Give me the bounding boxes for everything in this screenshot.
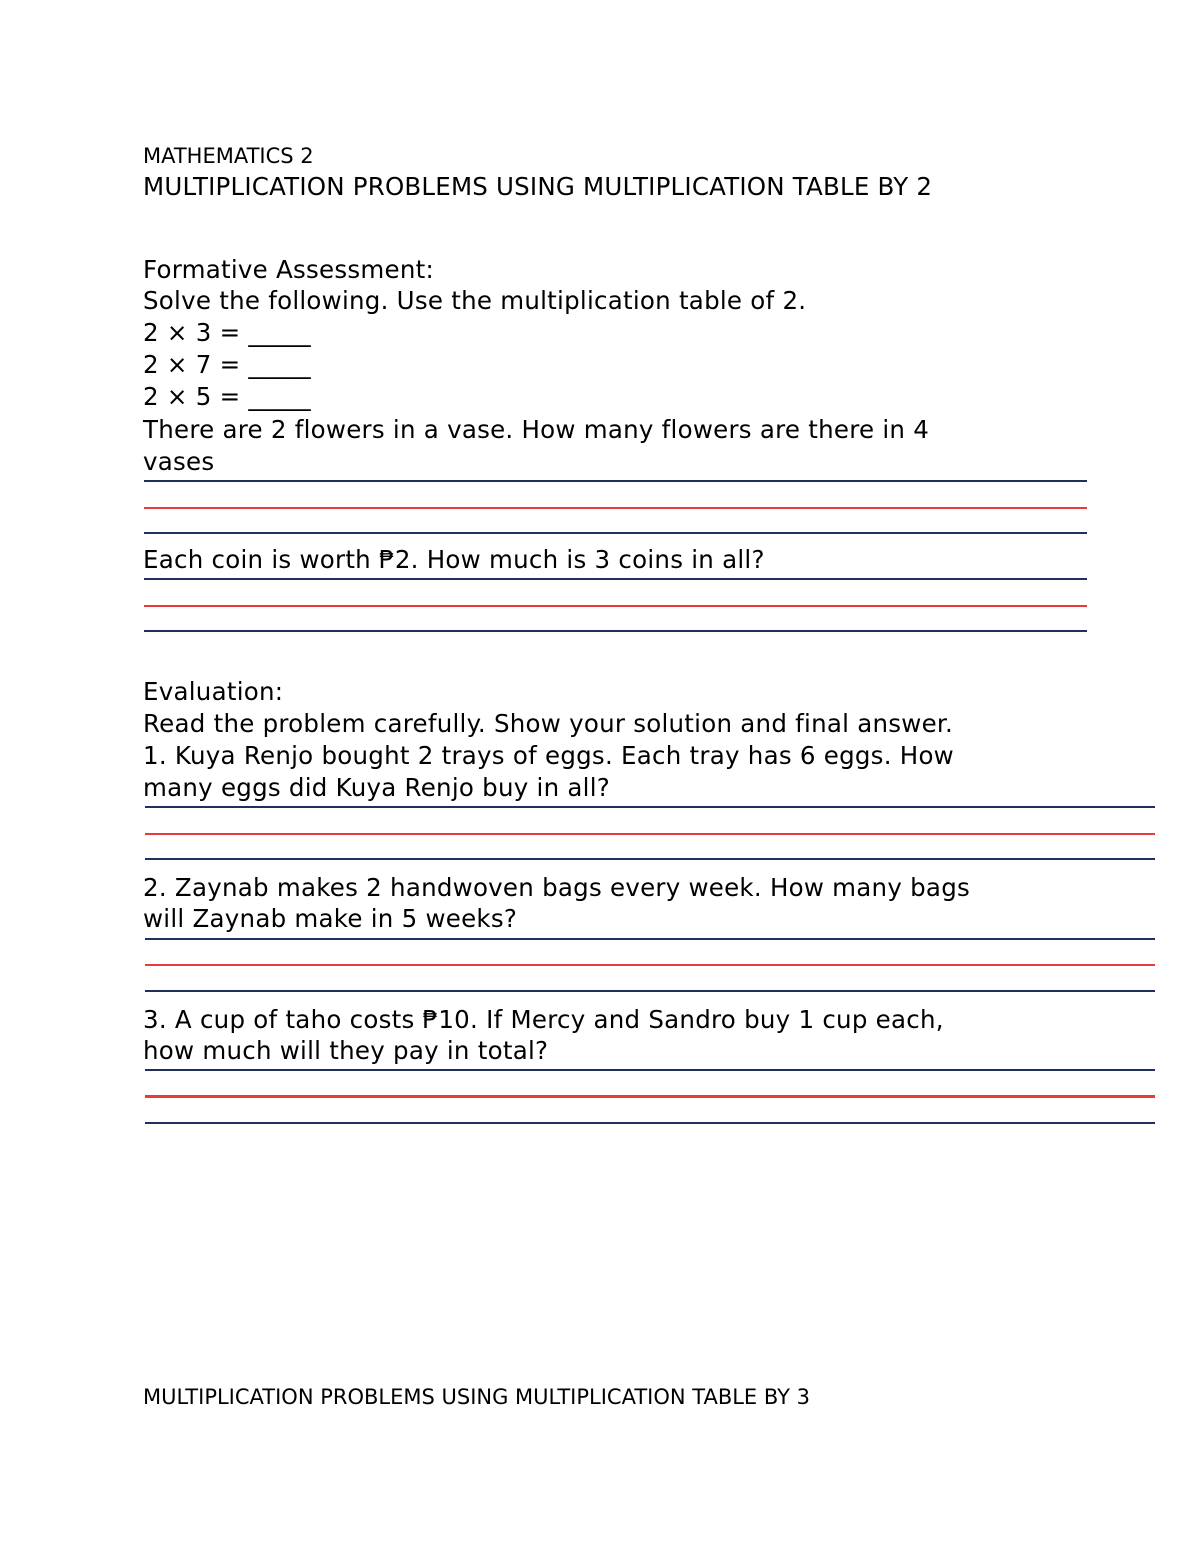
- evaluation-instruction: Read the problem carefully. Show your solution and final answer.: [143, 709, 954, 738]
- answer-line-middle: [145, 964, 1155, 966]
- answer-line-bottom: [145, 858, 1155, 860]
- question-3-line-1: 3. A cup of taho costs ₱10. If Mercy and Sandro buy 1 cup each,: [143, 1005, 944, 1034]
- evaluation-heading: Evaluation:: [143, 677, 284, 706]
- answer-line-top: [144, 578, 1087, 580]
- answer-line-middle: [145, 833, 1155, 835]
- word-problem-1-line-2: vases: [143, 447, 215, 476]
- formative-item-2: 2 × 7 = _____: [143, 350, 311, 379]
- formative-instruction: Solve the following. Use the multiplication table of 2.: [143, 286, 807, 315]
- answer-line-top: [145, 1069, 1155, 1071]
- answer-line-top: [144, 480, 1087, 482]
- question-1-line-1: 1. Kuya Renjo bought 2 trays of eggs. Each tray has 6 eggs. How: [143, 741, 954, 770]
- answer-line-top: [145, 806, 1155, 808]
- answer-line-bottom: [144, 630, 1087, 632]
- worksheet-title: MULTIPLICATION PROBLEMS USING MULTIPLICATION TABLE BY 2: [143, 172, 933, 201]
- word-problem-1-line-1: There are 2 flowers in a vase. How many flowers are there in 4: [143, 415, 930, 444]
- answer-line-middle: [144, 507, 1087, 509]
- answer-line-bottom: [144, 532, 1087, 534]
- formative-item-3: 2 × 5 = _____: [143, 382, 311, 411]
- answer-line-bottom: [145, 990, 1155, 992]
- question-3-line-2: how much will they pay in total?: [143, 1036, 549, 1065]
- answer-line-top: [145, 938, 1155, 940]
- formative-item-1: 2 × 3 = _____: [143, 318, 311, 347]
- subject-label: MATHEMATICS 2: [143, 144, 314, 168]
- word-problem-2: Each coin is worth ₱2. How much is 3 coins in all?: [143, 545, 765, 574]
- formative-heading: Formative Assessment:: [143, 255, 434, 284]
- answer-line-bottom: [145, 1122, 1155, 1124]
- answer-line-middle: [144, 605, 1087, 607]
- answer-line-middle: [145, 1095, 1155, 1098]
- question-2-line-1: 2. Zaynab makes 2 handwoven bags every week. How many bags: [143, 873, 971, 902]
- next-section-title: MULTIPLICATION PROBLEMS USING MULTIPLICATION TABLE BY 3: [143, 1385, 810, 1409]
- question-2-line-2: will Zaynab make in 5 weeks?: [143, 904, 518, 933]
- question-1-line-2: many eggs did Kuya Renjo buy in all?: [143, 773, 611, 802]
